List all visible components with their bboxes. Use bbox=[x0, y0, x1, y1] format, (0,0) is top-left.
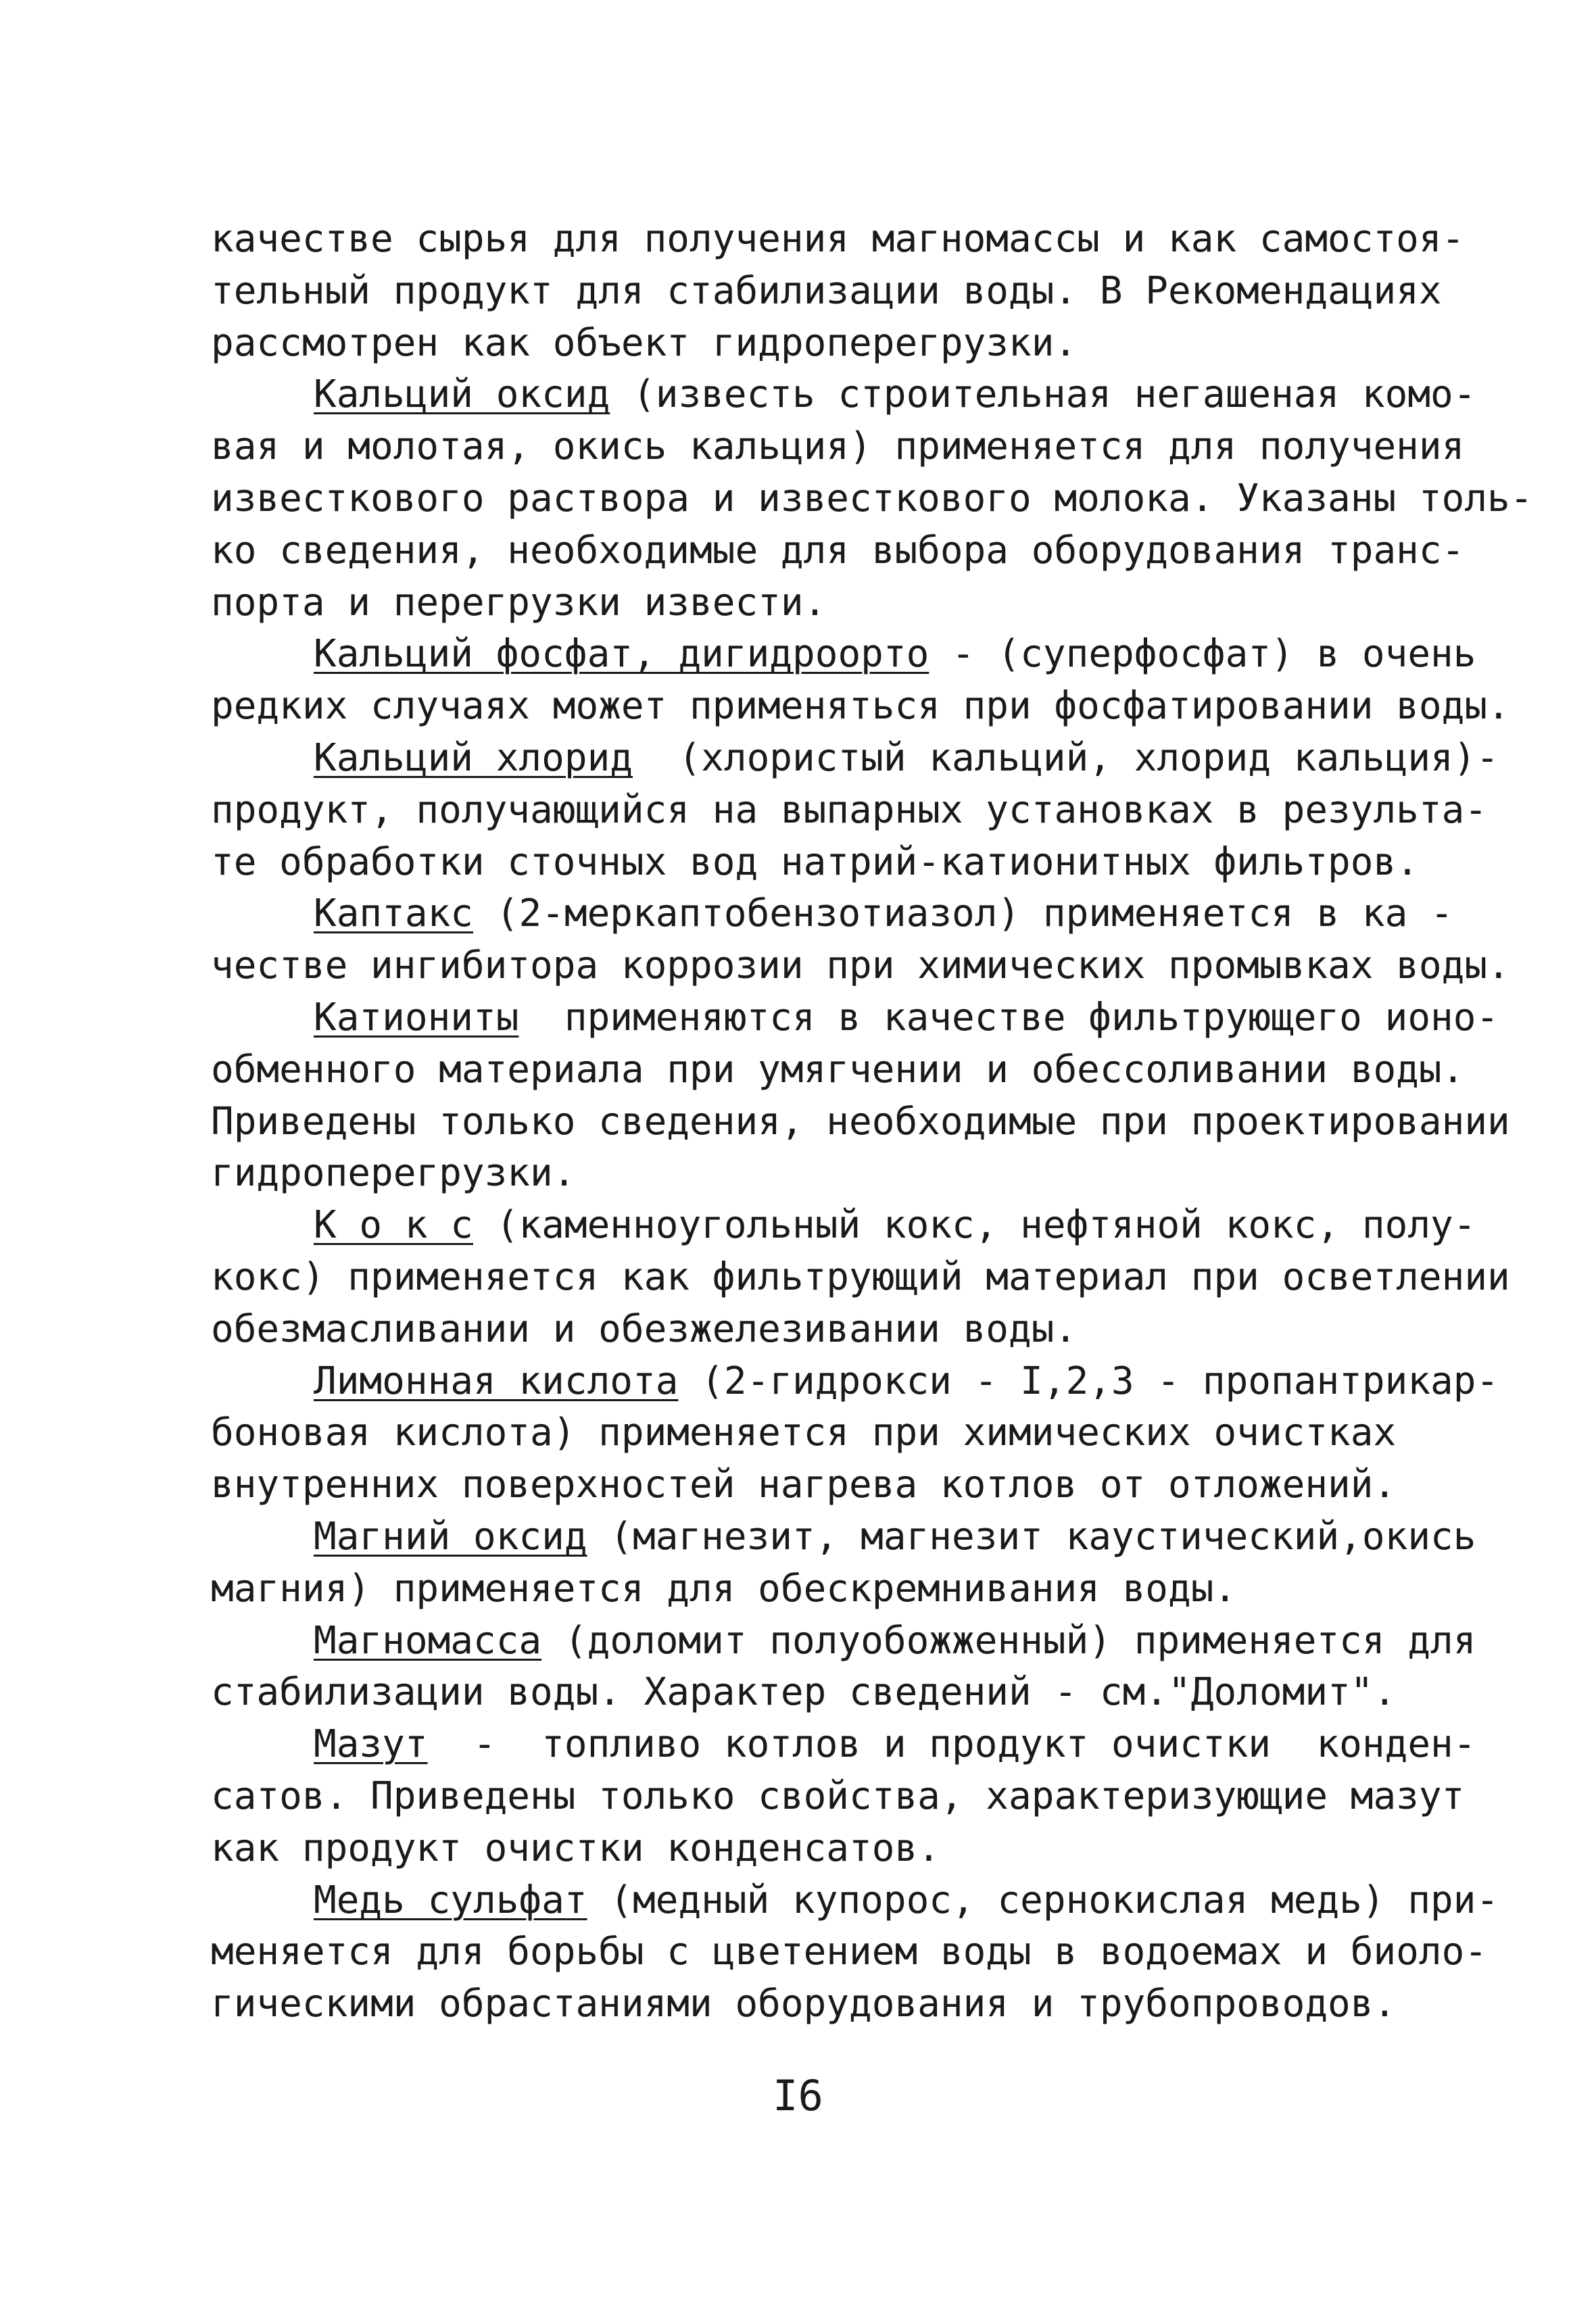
text-line: гидроперегрузки. bbox=[211, 1151, 576, 1196]
text-line: кокс) применяется как фильтрующий материал при осветлении bbox=[211, 1254, 1510, 1299]
text-line: известкового раствора и известкового молока. Указаны толь- bbox=[211, 476, 1533, 520]
entry-first-line bbox=[211, 733, 1499, 785]
entry-calcium-phosphate bbox=[211, 629, 1510, 733]
text-line: гическими обрастаниями оборудования и трубопроводов. bbox=[211, 1982, 1397, 2026]
entry-first-line bbox=[211, 1200, 1476, 1252]
text-line: тельный продукт для стабилизации воды. В Рекомендациях bbox=[211, 268, 1442, 313]
entry-first-line bbox=[211, 1875, 1499, 1927]
entry-first-line bbox=[211, 1719, 1476, 1771]
entry-term: Лимонная кислота bbox=[314, 1359, 679, 1403]
entry-first-line-text: (каменноугольный кокс, нефтяной кокс, полу- bbox=[473, 1203, 1476, 1248]
entry-magnesium-oxide bbox=[211, 1511, 1476, 1615]
entry-first-line-text: (2-меркаптобензотиазол) применяется в ка - bbox=[473, 892, 1453, 936]
entry-copper-sulfate bbox=[211, 1875, 1499, 2030]
entry-term: Магномасса bbox=[314, 1618, 542, 1663]
entry-first-line bbox=[211, 1615, 1476, 1667]
entry-first-line-text: (доломит полуобожженный) применяется для bbox=[541, 1618, 1476, 1663]
text-line: продукт, получающийся на выпарных установках в результа- bbox=[211, 787, 1488, 832]
text-line: сатов. Приведены только свойства, характеризующие мазут bbox=[211, 1774, 1465, 1818]
entry-first-line-text: (хлористый кальций, хлорид кальция)- bbox=[633, 735, 1499, 780]
text-line: меняется для борьбы с цветением воды в водоемах и биоло- bbox=[211, 1930, 1488, 1974]
entry-term: Кальций оксид bbox=[314, 372, 610, 417]
entry-term: Мазут bbox=[314, 1722, 428, 1767]
entry-first-line bbox=[211, 888, 1453, 940]
text-line: вая и молотая, окись кальция) применяется для получения bbox=[211, 424, 1465, 469]
entry-first-line bbox=[211, 369, 1476, 421]
text-line: порта и перегрузки извести. bbox=[211, 580, 827, 625]
entry-term: Магний оксид bbox=[314, 1514, 587, 1559]
entry-term: Каптакс bbox=[314, 892, 474, 936]
entry-term: Катиониты bbox=[314, 995, 519, 1040]
text-line: те обработки сточных вод натрий-катионитных фильтров. bbox=[211, 839, 1419, 884]
text-line: ко сведения, необходимые для выбора оборудования транс- bbox=[211, 528, 1465, 572]
entry-citric-acid bbox=[211, 1356, 1499, 1511]
paragraph-continuation bbox=[211, 214, 1465, 369]
entry-calcium-oxide bbox=[211, 369, 1533, 629]
entry-magnomassa bbox=[211, 1615, 1476, 1720]
text-line: качестве сырья для получения магномассы и как самостоя- bbox=[211, 217, 1465, 261]
text-line: как продукт очистки конденсатов. bbox=[211, 1826, 940, 1870]
entry-first-line bbox=[211, 629, 1476, 681]
entry-calcium-chloride bbox=[211, 733, 1499, 888]
entry-first-line-text: - топливо котлов и продукт очистки конден- bbox=[427, 1722, 1476, 1767]
entry-mazut bbox=[211, 1719, 1476, 1874]
entry-first-line-text: применяются в качестве фильтрующего ионо- bbox=[518, 995, 1499, 1040]
entry-first-line bbox=[211, 1511, 1476, 1563]
entry-first-line bbox=[211, 1356, 1499, 1408]
text-line: магния) применяется для обескремнивания воды. bbox=[211, 1566, 1237, 1611]
entry-coke bbox=[211, 1200, 1510, 1355]
entry-term: Кальций хлорид bbox=[314, 735, 633, 780]
text-line: редких случаях может применяться при фосфатировании воды. bbox=[211, 684, 1510, 729]
entry-term: Медь сульфат bbox=[314, 1878, 587, 1922]
text-line: Приведены только сведения, необходимые при проектировании bbox=[211, 1099, 1510, 1144]
entry-first-line-text: (магнезит, магнезит каустический,окись bbox=[587, 1514, 1476, 1559]
text-line: боновая кислота) применяется при химических очистках bbox=[211, 1411, 1397, 1455]
text-line: обменного материала при умягчении и обессоливании воды. bbox=[211, 1047, 1465, 1092]
entry-first-line-text: (2-гидрокси - I,2,3 - пропантрикар- bbox=[678, 1359, 1499, 1403]
text-line: честве ингибитора коррозии при химических промывках воды. bbox=[211, 944, 1510, 988]
entry-first-line-text: (медный купорос, сернокислая медь) при- bbox=[587, 1878, 1499, 1922]
entry-term: Кальций фосфат, дигидроорто bbox=[314, 632, 929, 677]
text-line: рассмотрен как объект гидроперегрузки. bbox=[211, 320, 1078, 365]
text-line: обезмасливании и обезжелезивании воды. bbox=[211, 1307, 1078, 1351]
entry-first-line bbox=[211, 992, 1499, 1044]
page-number: I6 bbox=[773, 2071, 823, 2120]
text-line: стабилизации воды. Характер сведений - см."Доломит". bbox=[211, 1670, 1397, 1715]
entry-cationites bbox=[211, 992, 1510, 1200]
text-line: внутренних поверхностей нагрева котлов от отложений. bbox=[211, 1463, 1397, 1507]
entry-captax bbox=[211, 888, 1510, 992]
entry-term: К о к с bbox=[314, 1203, 474, 1248]
entry-first-line-text: - (суперфосфат) в очень bbox=[929, 632, 1476, 677]
entry-first-line-text: (известь строительная негашеная комо- bbox=[610, 372, 1476, 417]
body-text bbox=[211, 214, 1533, 2030]
